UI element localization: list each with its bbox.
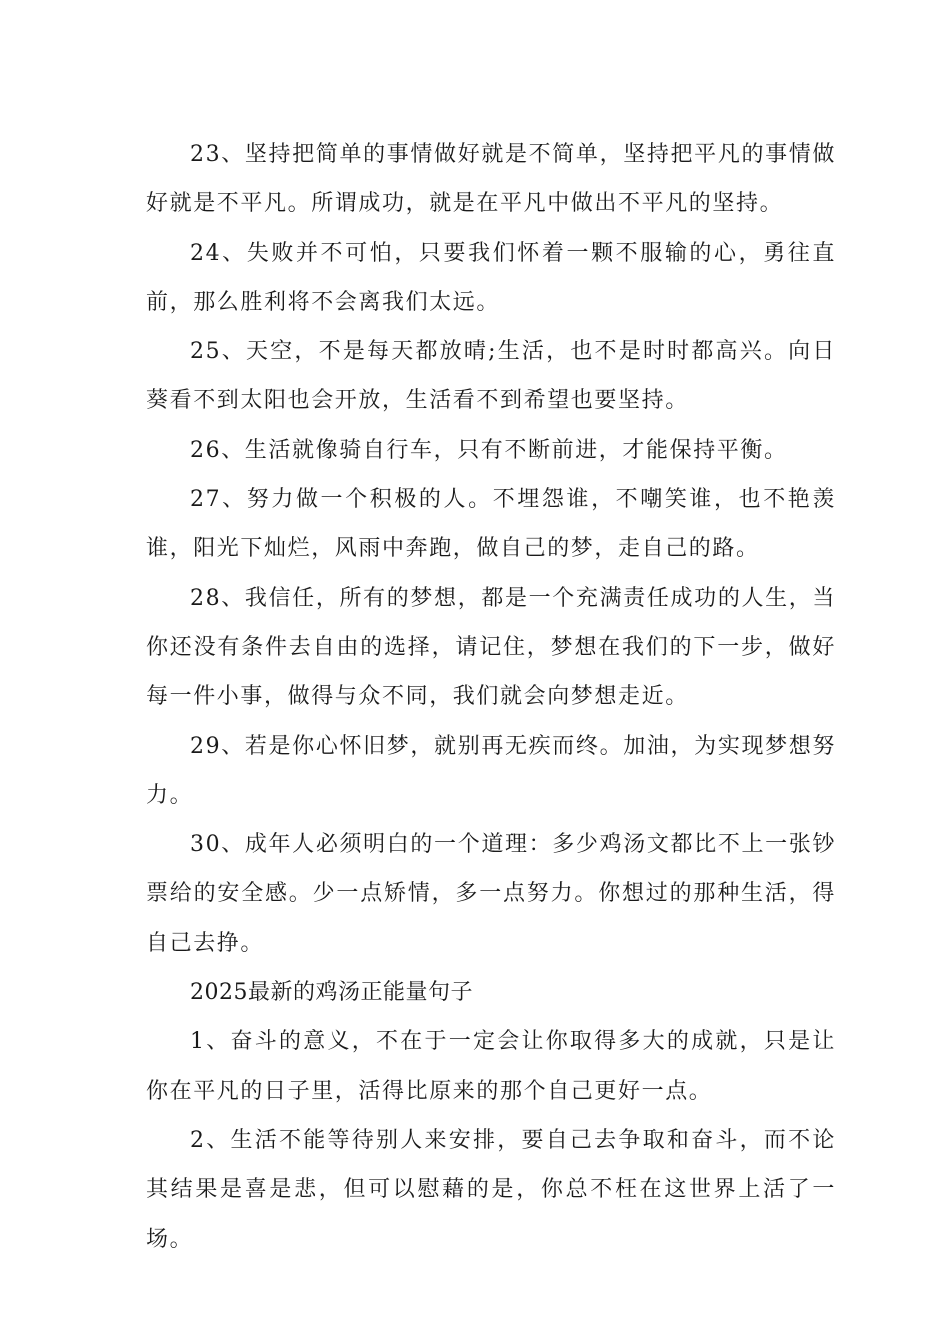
paragraph-2: 2、生活不能等待别人来安排，要自己去争取和奋斗，而不论其结果是喜是悲，但可以慰藉的是，你总不枉在这世界上活了一场。 bbox=[146, 1127, 836, 1252]
paragraph-25: 25、天空，不是每天都放晴;生活，也不是时时都高兴。向日葵看不到太阳也会开放，生活看不到希望也要坚持。 bbox=[146, 339, 836, 414]
paragraph-27: 27、努力做一个积极的人。不埋怨谁，不嘲笑谁，也不艳羡谁，阳光下灿烂，风雨中奔跑，做自己的梦，走自己的路。 bbox=[146, 487, 836, 562]
paragraph-24: 24、失败并不可怕，只要我们怀着一颗不服输的心，勇往直前，那么胜利将不会离我们太远。 bbox=[146, 240, 836, 315]
paragraph-29: 29、若是你心怀旧梦，就别再无疾而终。加油，为实现梦想努力。 bbox=[146, 733, 836, 808]
paragraph-28: 28、我信任，所有的梦想，都是一个充满责任成功的人生，当你还没有条件去自由的选择，请记住，梦想在我们的下一步，做好每一件小事，做得与众不同，我们就会向梦想走近。 bbox=[146, 585, 836, 710]
paragraph-23: 23、坚持把简单的事情做好就是不简单，坚持把平凡的事情做好就是不平凡。所谓成功，就是在平凡中做出不平凡的坚持。 bbox=[146, 142, 836, 217]
paragraph-26: 26、生活就像骑自行车，只有不断前进，才能保持平衡。 bbox=[190, 437, 788, 463]
section-heading: 2025最新的鸡汤正能量句子 bbox=[190, 980, 473, 1006]
document-body bbox=[146, 130, 836, 1264]
paragraph-30: 30、成年人必须明白的一个道理：多少鸡汤文都比不上一张钞票给的安全感。少一点矫情，多一点努力。你想过的那种生活，得自己去挣。 bbox=[146, 832, 836, 956]
paragraph-1: 1、奋斗的意义，不在于一定会让你取得多大的成就，只是让你在平凡的日子里，活得比原来的那个自己更好一点。 bbox=[146, 1029, 836, 1104]
